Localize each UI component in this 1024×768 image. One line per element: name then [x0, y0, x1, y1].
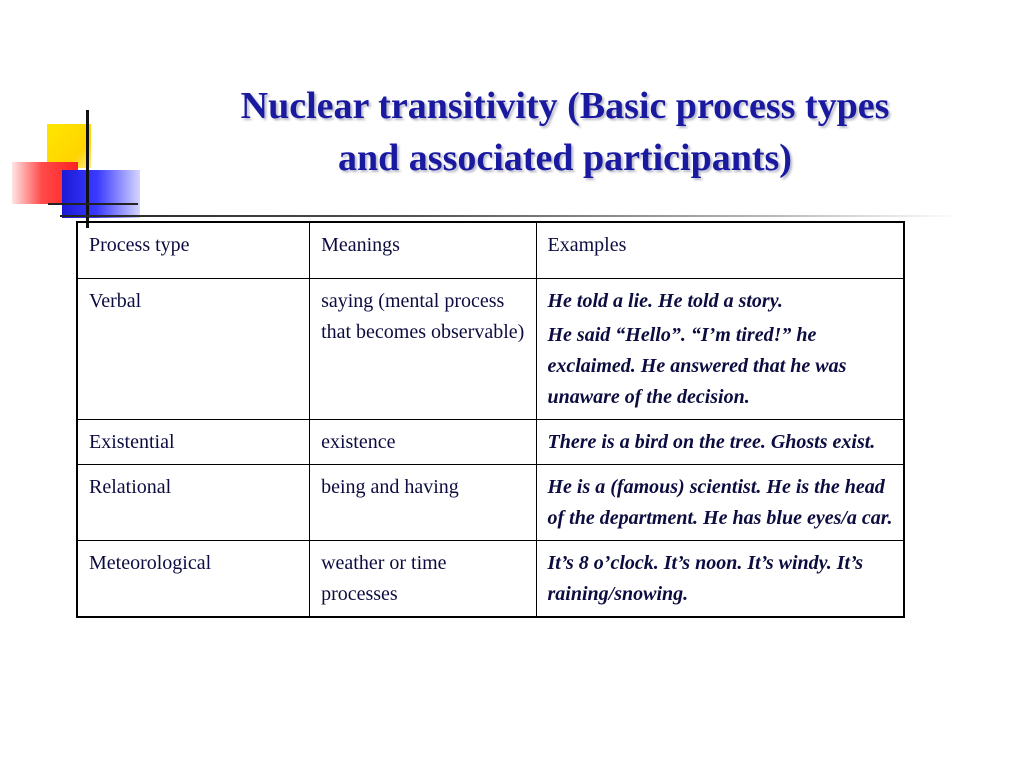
- cell-meaning: being and having: [310, 465, 536, 541]
- cell-examples: [536, 541, 904, 618]
- cell-process-type: Verbal: [77, 279, 310, 420]
- example-text: He said “Hello”. “I’m tired!” he exclaimed. He answered that he was unaware of the decision.: [547, 324, 847, 408]
- vertical-rule: [86, 110, 89, 228]
- blue-square: [62, 170, 140, 218]
- header-meanings: Meanings: [310, 222, 536, 279]
- example-text: It’s 8 o’clock. It’s noon. It’s windy. It’s raining/snowing.: [547, 552, 864, 605]
- header-examples: Examples: [536, 222, 904, 279]
- slide-title: [160, 80, 970, 184]
- cell-process-type: Existential: [77, 420, 310, 465]
- title-line-1: Nuclear transitivity (Basic process types: [240, 85, 890, 127]
- cell-process-type: Meteorological: [77, 541, 310, 618]
- table-row: [77, 420, 904, 465]
- example-text: There is a bird on the tree. Ghosts exist.: [547, 431, 876, 453]
- cell-examples: [536, 465, 904, 541]
- title-underline: [60, 215, 960, 217]
- example-text: He told a lie. He told a story.: [547, 290, 783, 312]
- cell-process-type: Relational: [77, 465, 310, 541]
- table-row: [77, 465, 904, 541]
- cell-meaning: saying (mental process that becomes observable): [310, 279, 536, 420]
- cell-examples: [536, 420, 904, 465]
- table-row: [77, 279, 904, 420]
- cell-meaning: weather or time processes: [310, 541, 536, 618]
- example-text: He is a (famous) scientist. He is the head of the department. He has blue eyes/a car.: [547, 476, 893, 529]
- table-header-row: [77, 222, 904, 279]
- header-process-type: Process type: [77, 222, 310, 279]
- title-line-2: and associated participants): [338, 137, 792, 179]
- process-types-table: [76, 221, 905, 618]
- cell-meaning: existence: [310, 420, 536, 465]
- short-horizontal-rule: [48, 203, 138, 205]
- cell-examples: [536, 279, 904, 420]
- corner-decoration: [0, 0, 160, 240]
- table-row: [77, 541, 904, 618]
